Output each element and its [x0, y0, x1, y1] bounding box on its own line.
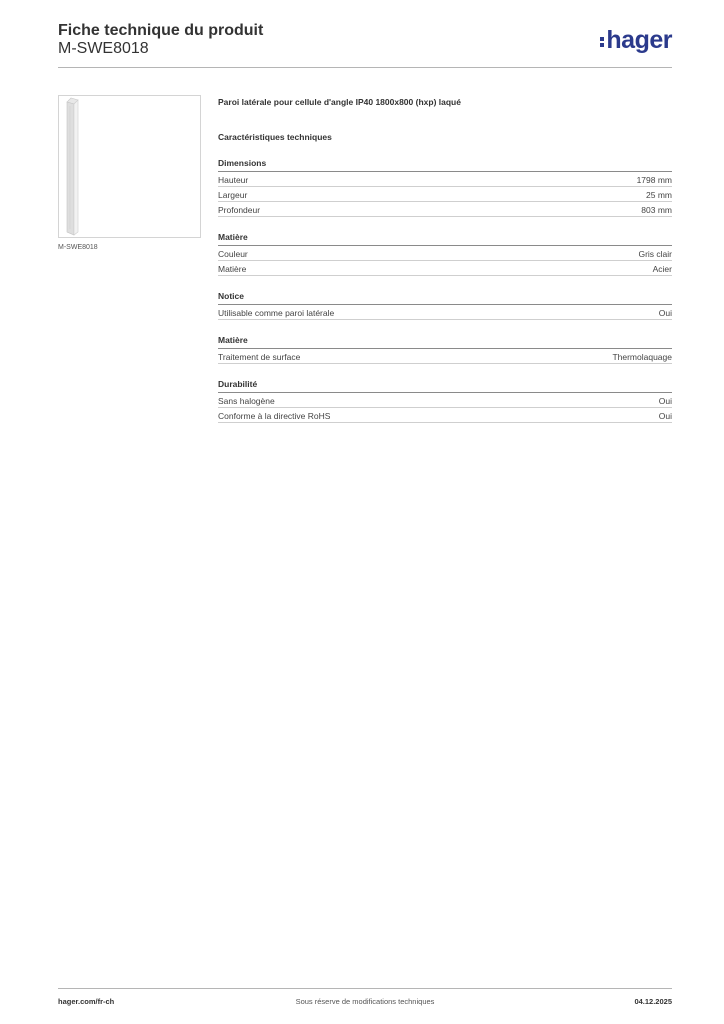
section-title: Notice: [218, 290, 672, 305]
document-title: Fiche technique du produit: [58, 22, 264, 39]
spec-value: Oui: [658, 307, 672, 318]
spec-label: Utilisable comme paroi latérale: [218, 307, 335, 318]
spec-label: Couleur: [218, 248, 248, 259]
spec-row: [218, 408, 672, 423]
spec-value: Oui: [658, 395, 672, 406]
spec-row: [218, 393, 672, 408]
spec-label: Matière: [218, 263, 247, 274]
spec-value: Thermolaquage: [612, 351, 672, 362]
hager-logo: [600, 26, 672, 54]
image-caption: M-SWE8018: [58, 244, 98, 251]
spec-label: Traitement de surface: [218, 351, 301, 362]
section-title: Matière: [218, 231, 672, 246]
product-content: [218, 96, 672, 423]
spec-value: 1798 mm: [636, 174, 672, 185]
footer-date: 04.12.2025: [634, 997, 672, 1006]
spec-row: [218, 246, 672, 261]
page-footer: [58, 997, 672, 1009]
spec-value: 25 mm: [646, 189, 672, 200]
specs-title: Caractéristiques techniques: [218, 132, 332, 142]
spec-row: [218, 172, 672, 187]
spec-label: Largeur: [218, 189, 248, 200]
section-title: Matière: [218, 334, 672, 349]
section-title: Dimensions: [218, 157, 672, 172]
footer-website-link[interactable]: hager.com/fr-ch: [58, 997, 115, 1006]
spec-section-surface: [218, 334, 672, 364]
spec-section-material: [218, 231, 672, 276]
footer-disclaimer: Sous réserve de modifications techniques: [295, 997, 435, 1006]
spec-label: Sans halogène: [218, 395, 275, 406]
logo-dots-icon: [600, 36, 604, 48]
section-title: Durabilité: [218, 378, 672, 393]
logo-text: hager: [606, 26, 672, 54]
spec-value: Acier: [652, 263, 672, 274]
spec-section-notice: [218, 290, 672, 320]
side-panel-image-icon: [59, 96, 200, 237]
spec-row: [218, 305, 672, 320]
spec-section-dimensions: [218, 157, 672, 217]
spec-section-durability: [218, 378, 672, 423]
spec-label: Conforme à la directive RoHS: [218, 410, 331, 421]
spec-value: Oui: [658, 410, 672, 421]
spec-row: [218, 187, 672, 202]
page-header: [58, 20, 672, 68]
header-divider: [58, 67, 672, 68]
spec-row: [218, 349, 672, 364]
spec-value: 803 mm: [641, 204, 672, 215]
spec-row: [218, 261, 672, 276]
product-description: Paroi latérale pour cellule d'angle IP40 1800x800 (hxp) laqué: [218, 97, 461, 107]
spec-value: Gris clair: [638, 248, 672, 259]
product-image: [58, 95, 201, 238]
spec-row: [218, 202, 672, 217]
product-reference: M-SWE8018: [58, 40, 149, 57]
spec-label: Profondeur: [218, 204, 261, 215]
footer-divider: [58, 988, 672, 989]
spec-label: Hauteur: [218, 174, 249, 185]
